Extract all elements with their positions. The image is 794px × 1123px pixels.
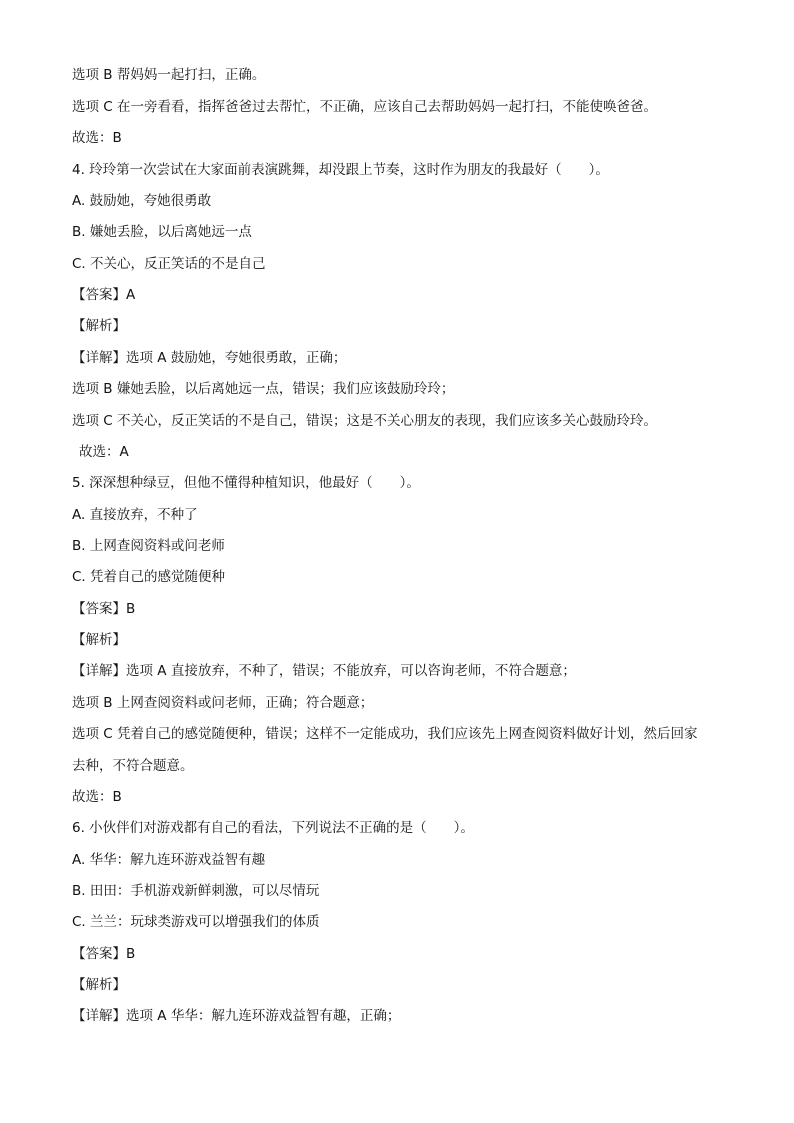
answer-label: 【答案】A: [72, 287, 136, 303]
text-line: 故选：A: [79, 444, 129, 460]
text-line: 选项 B 帮妈妈一起打扫，正确。: [72, 67, 266, 83]
analysis-label: 【解析】: [72, 632, 126, 648]
question-4: 4. 玲玲第一次尝试在大家面前表演跳舞，却没跟上节奏，这时作为朋友的我最好（ ）。: [72, 162, 609, 178]
question-6: 6. 小伙伴们对游戏都有自己的看法，下列说法不正确的是（ ）。: [72, 820, 474, 836]
question-5: 5. 深深想种绿豆，但他不懂得种植知识，他最好（ ）。: [72, 475, 420, 491]
option-c: C. 不关心，反正笑话的不是自己: [72, 256, 266, 272]
detail-line: 【详解】选项 A 华华：解九连环游戏益智有趣，正确；: [72, 1008, 401, 1024]
option-c: C. 兰兰：玩球类游戏可以增强我们的体质: [72, 914, 320, 930]
analysis-label: 【解析】: [72, 318, 126, 334]
text-line: 选项 C 在一旁看看，指挥爸爸过去帮忙，不正确，应该自己去帮助妈妈一起打扫，不能使唤爸爸。: [72, 99, 658, 115]
text-line: 选项 C 凭着自己的感觉随便种，错误；这样不一定能成功，我们应该先上网查阅资料做好计划，然后回家: [72, 726, 698, 742]
analysis-label: 【解析】: [72, 977, 126, 993]
text-line: 选项 B 上网查阅资料或问老师，正确；符合题意；: [72, 695, 374, 711]
option-b: B. 嫌她丢脸，以后离她远一点: [72, 224, 252, 240]
answer-label: 【答案】B: [72, 946, 136, 962]
detail-line: 【详解】选项 A 鼓励她，夸她很勇敢，正确；: [72, 350, 347, 366]
answer-label: 【答案】B: [72, 601, 136, 617]
option-b: B. 上网查阅资料或问老师: [72, 538, 225, 554]
detail-line: 【详解】选项 A 直接放弃，不种了，错误；不能放弃，可以咨询老师，不符合题意；: [72, 663, 576, 679]
option-c: C. 凭着自己的感觉随便种: [72, 569, 226, 585]
option-a: A. 华华：解九连环游戏益智有趣: [72, 852, 266, 868]
option-a: A. 鼓励她，夸她很勇敢: [72, 193, 212, 209]
text-line: 选项 C 不关心，反正笑话的不是自己，错误；这是不关心朋友的表现，我们应该多关心鼓励玲玲。: [72, 413, 658, 429]
option-a: A. 直接放弃，不种了: [72, 507, 198, 523]
text-line: 故选：B: [72, 789, 122, 805]
text-line: 故选：B: [72, 130, 122, 146]
text-line: 去种，不符合题意。: [72, 758, 194, 774]
option-b: B. 田田：手机游戏新鲜刺激，可以尽情玩: [72, 883, 320, 899]
text-line: 选项 B 嫌她丢脸，以后离她远一点，错误；我们应该鼓励玲玲；: [72, 381, 455, 397]
